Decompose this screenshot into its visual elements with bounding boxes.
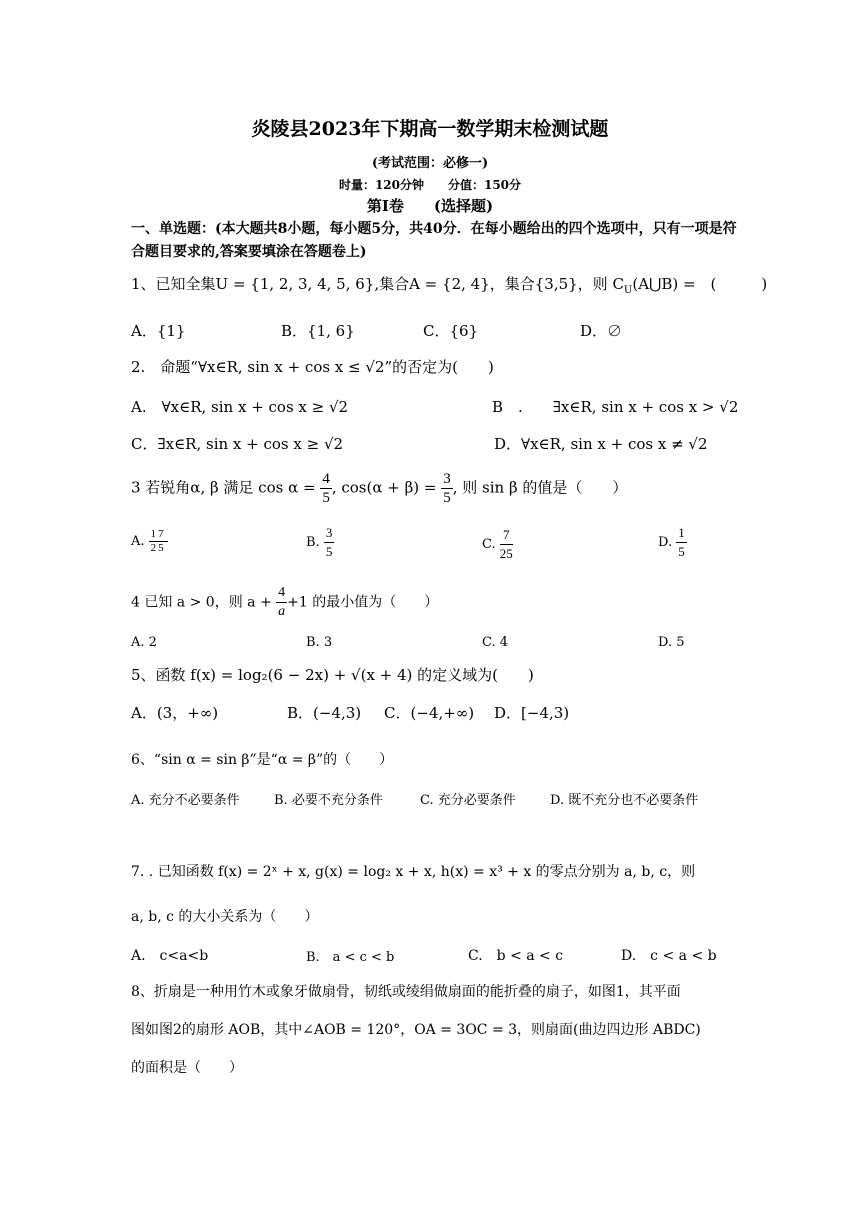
q3-a-frac: $\frac{17}{25}$ xyxy=(150,528,166,554)
q7-option-c: C. b < a < c xyxy=(468,948,564,964)
q2-option-b: B . ∃x∈R, sin x + cos x > √2 xyxy=(492,398,739,416)
q1-stem-tail: (A⋃B) = ( ) xyxy=(632,275,768,293)
q3-frac-cos-sum: $\frac{3}{5}$ xyxy=(443,471,451,506)
section-heading: 第Ⅰ卷 (选择题) xyxy=(366,197,494,215)
question-3-stem xyxy=(131,470,627,507)
q7-option-d: D. c < a < b xyxy=(621,948,717,964)
q4-option-c: C. 4 xyxy=(482,635,509,650)
exam-scope: (考试范围：必修一) xyxy=(371,156,489,171)
q1-option-a: A．{1} xyxy=(131,322,186,340)
question-7-stem-line2: a, b, c 的大小关系为（ ） xyxy=(131,909,319,925)
q3-stem-a: 3 若锐角α, β 满足 cos α = xyxy=(131,478,316,497)
q3-stem-b: , cos(α + β) = xyxy=(331,478,437,497)
q2-option-d: D．∀x∈R, sin x + cos x ≠ √2 xyxy=(494,435,708,453)
q5-option-c: C．(−4,+∞) xyxy=(384,704,475,722)
q3-option-d: D. $\frac{1}{5}$ xyxy=(658,525,685,559)
question-8-line3: 的面积是（ ） xyxy=(131,1060,243,1076)
q3-option-a: A. $\frac{17}{25}$ xyxy=(131,528,166,554)
question-6-stem: 6、“sin α = sin β”是“α = β”的（ ） xyxy=(131,752,394,768)
q1-stem-sub: U xyxy=(623,285,633,296)
q4-stem-b: +1 的最小值为（ ） xyxy=(287,594,439,611)
question-7-stem: 7. . 已知函数 f(x) = 2ˣ + x, g(x) = log₂ x + x, h(x) = x³ + x 的零点分别为 a, b, c，则 xyxy=(131,864,696,880)
q4-frac: $\frac{4}{a}$ xyxy=(278,585,286,619)
q5-option-a: A．(3，+∞) xyxy=(131,704,219,722)
q7-option-a: A. c<a<b xyxy=(131,948,209,964)
question-4-stem xyxy=(131,584,438,621)
question-2-stem: 2. 命题“∀x∈R, sin x + cos x ≤ √2”的否定为( ) xyxy=(131,358,494,376)
q1-option-b: B．{1, 6} xyxy=(281,322,355,340)
q1-option-d: D．∅ xyxy=(580,322,623,340)
q3-stem-c: , 则 sin β 的值是（ ） xyxy=(452,478,628,497)
q4-option-a: A. 2 xyxy=(131,635,157,650)
q6-option-a: A. 充分不必要条件 xyxy=(131,793,240,808)
q3-b-frac: $\frac{3}{5}$ xyxy=(325,525,333,559)
q3-frac-cos: $\frac{4}{5}$ xyxy=(322,471,330,506)
page-title: 炎陵县2023年下期高一数学期末检测试题 xyxy=(251,118,609,140)
q3-option-b: B. $\frac{3}{5}$ xyxy=(306,525,333,559)
exam-meta: 时量：120分钟 分值：150分 xyxy=(338,178,522,192)
section-instructions: 一、单选题：(本大题共8小题，每小题5分，共40分．在每小题给出的四个选项中，只有一项是符合题目要求的,答案要填涂在答题卷上) xyxy=(131,221,737,260)
q5-option-d: D．[−4,3) xyxy=(494,704,570,722)
q3-option-c: C. $\frac{7}{25}$ xyxy=(482,527,513,561)
q7-option-b: B. a < c < b xyxy=(306,950,395,965)
q2-option-c: C．∃x∈R, sin x + cos x ≥ √2 xyxy=(131,435,344,453)
q5-option-b: B．(−4,3) xyxy=(287,704,362,722)
question-8-line2: 图如图2的扇形 AOB，其中∠AOB = 120°，OA = 3OC = 3，则扇面(曲边四边形 ABDC) xyxy=(131,1022,701,1038)
question-1-stem xyxy=(131,273,767,296)
q2-option-a: A. ∀x∈R, sin x + cos x ≥ √2 xyxy=(131,398,349,416)
q4-option-d: D. 5 xyxy=(658,635,685,650)
q4-stem-a: 4 已知 a > 0，则 a + xyxy=(131,594,272,611)
q3-d-frac: $\frac{1}{5}$ xyxy=(678,525,685,559)
question-8-line1: 8、折扇是一种用竹木或象牙做扇骨，韧纸或绫绢做扇面的能折叠的扇子，如图1，其平面 xyxy=(131,984,681,1000)
q4-option-b: B. 3 xyxy=(306,635,333,650)
q6-option-c: C. 充分必要条件 xyxy=(420,793,516,808)
q6-option-b: B. 必要不充分条件 xyxy=(274,793,383,808)
q1-option-c: C．{6} xyxy=(423,322,479,340)
question-5-stem: 5、函数 f(x) = log₂(6 − 2x) + √(x + 4) 的定义域为( ) xyxy=(131,666,534,684)
q6-option-d: D. 既不充分也不必要条件 xyxy=(550,793,699,808)
q3-c-frac: $\frac{7}{25}$ xyxy=(499,527,513,561)
q1-stem-main: 1、已知全集U = {1, 2, 3, 4, 5, 6},集合A = {2, 4}，集合{3,5}，则 C xyxy=(131,275,624,293)
